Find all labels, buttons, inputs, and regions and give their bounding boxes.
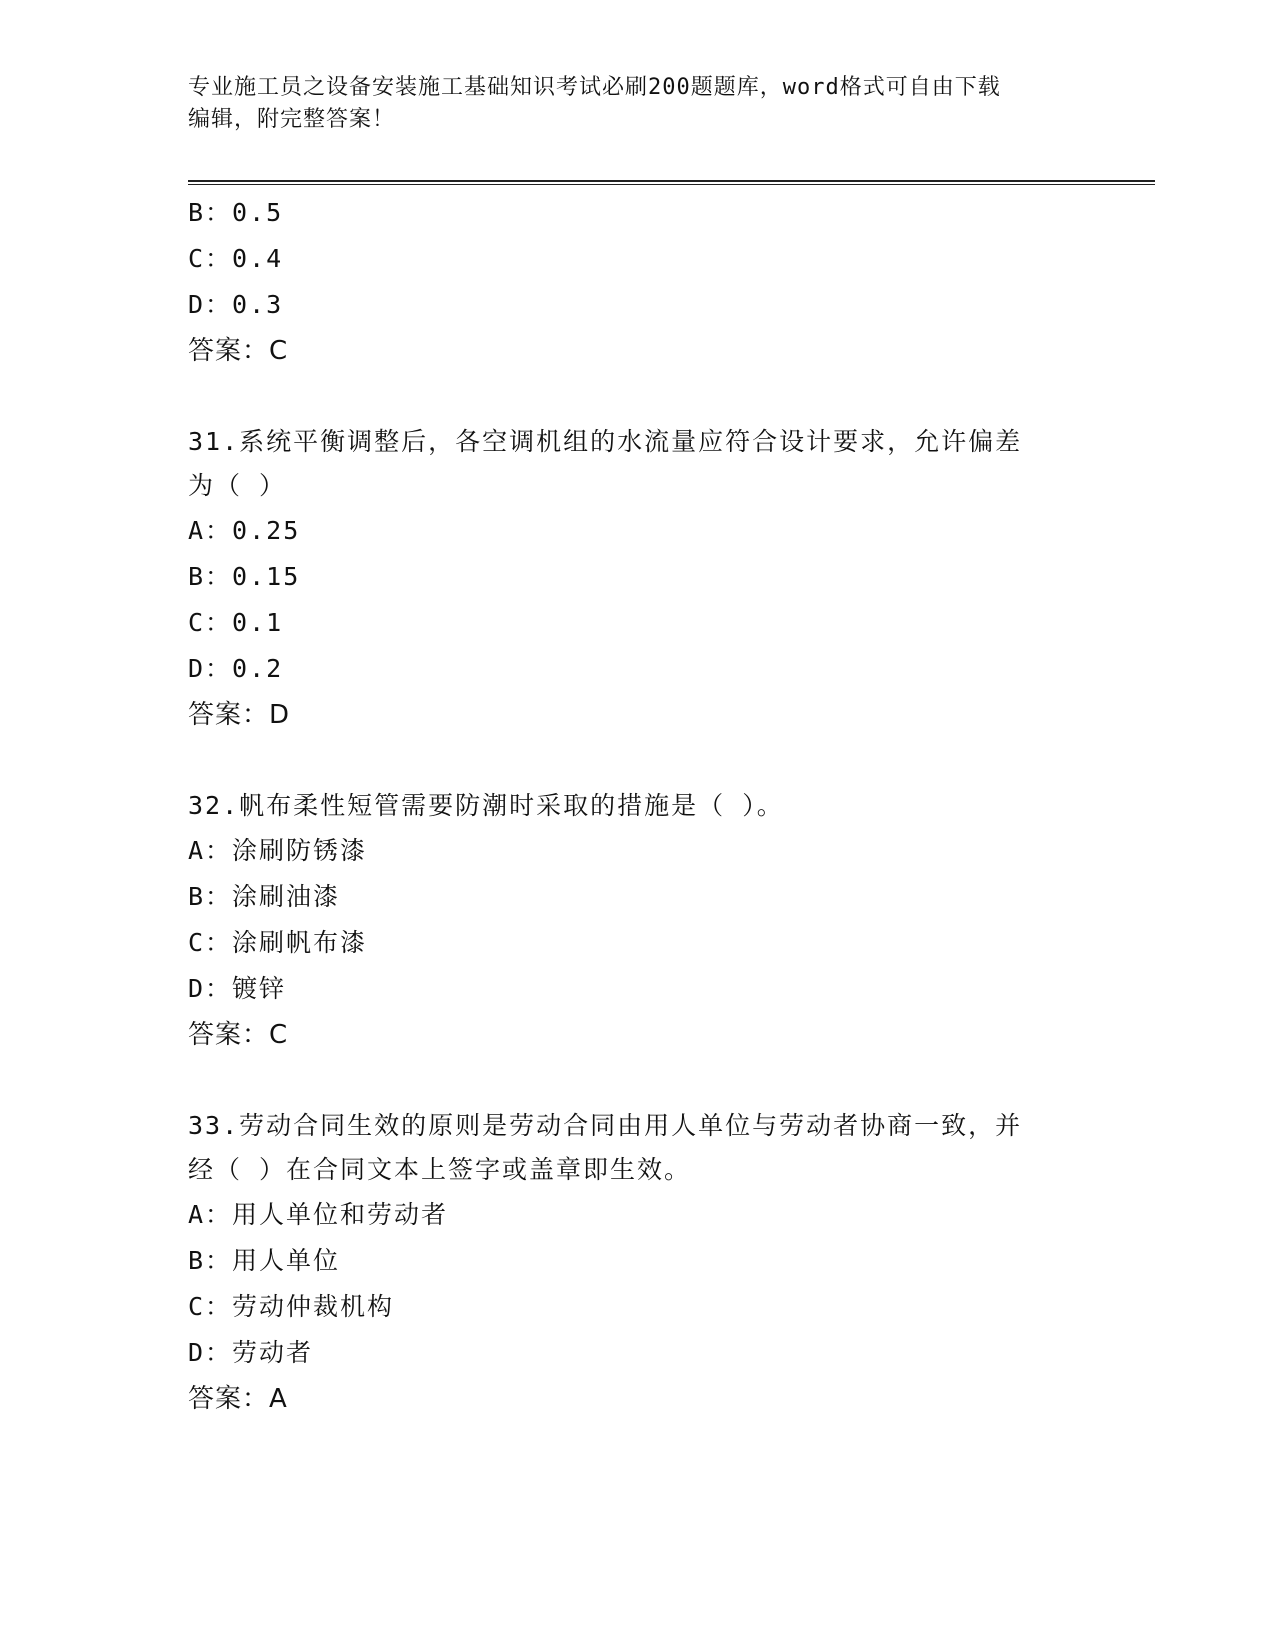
question-spacer [188, 1058, 1088, 1104]
option-d: D：0.3 [188, 290, 284, 319]
question-stem: 31.系统平衡调整后，各空调机组的水流量应符合设计要求，允许偏差 [188, 427, 1023, 456]
option-d: D：镀锌 [188, 974, 287, 1003]
question-stem: 33.劳动合同生效的原则是劳动合同由用人单位与劳动者协商一致，并 [188, 1111, 1023, 1140]
document-header [188, 72, 1088, 136]
header-title-line-2: 编辑，附完整答案！ [188, 107, 396, 132]
header-title-line-1: 专业施工员之设备安装施工基础知识考试必刷200题题库，word格式可自由下载 [188, 75, 1001, 100]
header-divider-thick [188, 180, 1155, 182]
answer-line: 答案：A [188, 1384, 288, 1414]
option-b: B：涂刷油漆 [188, 882, 341, 911]
option-b: B：0.15 [188, 562, 301, 591]
question-block-33 [188, 1104, 1088, 1422]
answer-line: 答案：C [188, 336, 289, 366]
option-b: B：用人单位 [188, 1246, 341, 1275]
question-spacer [188, 374, 1088, 420]
option-d: D：劳动者 [188, 1338, 314, 1367]
option-a: A：用人单位和劳动者 [188, 1200, 449, 1229]
option-c: C：涂刷帆布漆 [188, 928, 368, 957]
question-block-31 [188, 420, 1088, 738]
option-c: C：0.1 [188, 608, 284, 637]
answer-line: 答案：C [188, 1020, 289, 1050]
option-c: C：劳动仲裁机构 [188, 1292, 395, 1321]
question-stem-continued: 为（ ） [188, 471, 287, 500]
question-stem: 32.帆布柔性短管需要防潮时采取的措施是（ ）。 [188, 791, 784, 820]
option-a: A：涂刷防锈漆 [188, 836, 368, 865]
option-c: C：0.4 [188, 244, 284, 273]
question-list [188, 190, 1088, 1422]
option-d: D：0.2 [188, 654, 284, 683]
option-a: A：0.25 [188, 516, 301, 545]
question-stem-continued: 经（ ）在合同文本上签字或盖章即生效。 [188, 1155, 692, 1184]
question-block-32 [188, 784, 1088, 1058]
header-divider-thin [188, 184, 1155, 185]
question-spacer [188, 738, 1088, 784]
question-block-30-continued [188, 190, 1088, 374]
option-b: B：0.5 [188, 198, 284, 227]
answer-line: 答案：D [188, 700, 291, 730]
